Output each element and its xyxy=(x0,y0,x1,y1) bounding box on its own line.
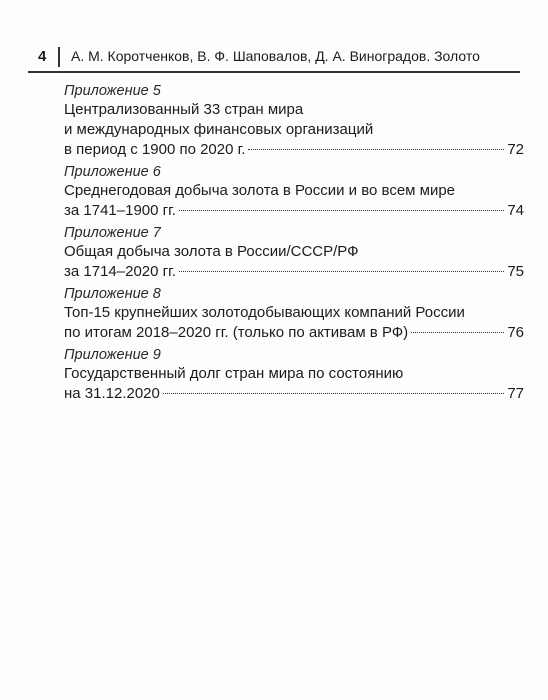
toc-entry-appendix-5[interactable] xyxy=(64,83,524,160)
page-ref[interactable]: 74 xyxy=(507,202,524,219)
entry-title-line: и международных финансовых организаций xyxy=(64,121,374,138)
dot-leader xyxy=(248,149,504,150)
entry-label: Приложение 6 xyxy=(64,164,161,180)
toc-entry-appendix-6[interactable] xyxy=(64,164,524,221)
entry-label: Приложение 7 xyxy=(64,225,161,241)
page-ref[interactable]: 77 xyxy=(507,385,524,402)
dot-leader xyxy=(163,393,504,394)
dot-leader xyxy=(179,271,504,272)
toc-entry-appendix-7[interactable] xyxy=(64,225,524,282)
page-header xyxy=(28,47,520,67)
entry-label: Приложение 9 xyxy=(64,347,161,363)
dot-leader xyxy=(179,210,504,211)
entry-title-line: за 1714–2020 гг. xyxy=(64,263,176,280)
entry-title-line: в период с 1900 по 2020 г. xyxy=(64,141,246,158)
entry-leader-line xyxy=(64,384,524,404)
entry-title-line: Государственный долг стран мира по состоянию xyxy=(64,365,404,382)
entry-title-line: на 31.12.2020 xyxy=(64,385,160,402)
entry-leader-line xyxy=(64,140,524,160)
page-number: 4 xyxy=(38,48,47,65)
entry-title-line: по итогам 2018–2020 гг. (только по активам в РФ) xyxy=(64,324,409,341)
header-rule xyxy=(28,71,520,73)
entry-title-line: Топ-15 крупнейших золотодобывающих компаний России xyxy=(64,304,465,321)
page-ref[interactable]: 76 xyxy=(507,324,524,341)
entry-leader-line xyxy=(64,201,524,221)
entry-title-line: Среднегодовая добыча золота в России и во всем мире xyxy=(64,182,456,199)
entry-title-line: за 1741–1900 гг. xyxy=(64,202,176,219)
header-separator xyxy=(58,47,60,67)
running-title: А. М. Коротченков, В. Ф. Шаповалов, Д. А. Виноградов. Золото xyxy=(71,48,480,64)
page-ref[interactable]: 75 xyxy=(507,263,524,280)
page-ref[interactable]: 72 xyxy=(507,141,524,158)
toc-entry-appendix-8[interactable] xyxy=(64,286,524,343)
dot-leader xyxy=(411,332,504,333)
toc-entry-appendix-9[interactable] xyxy=(64,347,524,404)
entry-label: Приложение 5 xyxy=(64,83,161,99)
table-of-contents xyxy=(64,83,524,408)
entry-leader-line xyxy=(64,262,524,282)
entry-title-line: Централизованный 33 стран мира xyxy=(64,101,304,118)
entry-leader-line xyxy=(64,323,524,343)
entry-label: Приложение 8 xyxy=(64,286,161,302)
entry-title-line: Общая добыча золота в России/СССР/РФ xyxy=(64,243,359,260)
